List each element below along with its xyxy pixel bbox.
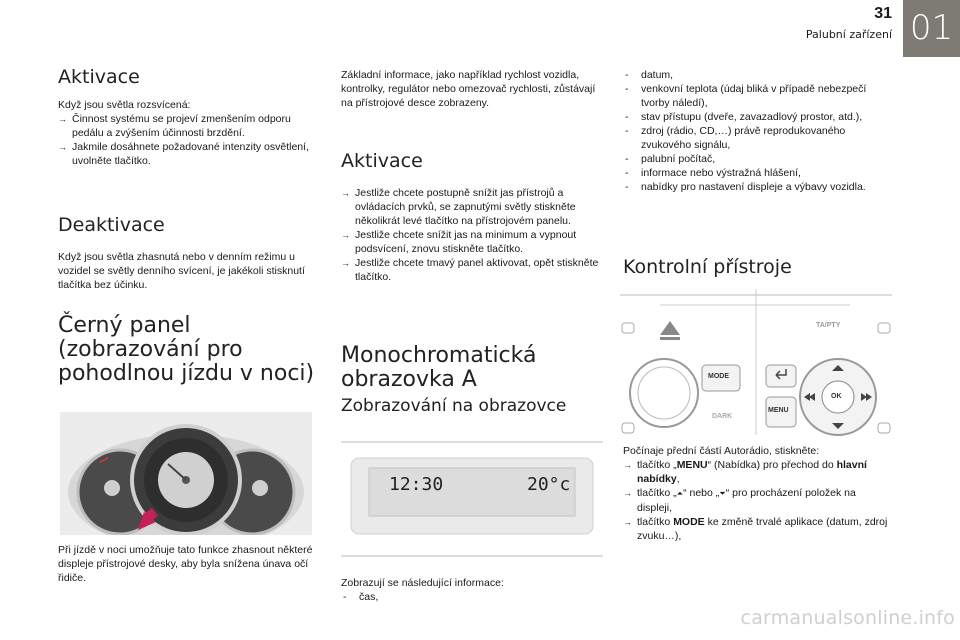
cluster-drawing [60,412,312,535]
list-item: - čas, [341,590,603,604]
list-item: - venkovní teplota (údaj bliká v případě nebezpečí tvorby náledí), [623,82,893,110]
mono-display-image [341,438,603,560]
list-item: → tlačítko „MENU“ (Nabídka) pro přechod do hlavní nabídky, [623,458,893,486]
black-panel-section [58,314,320,386]
display-time: 12:30 [389,474,444,495]
list-item: → tlačítko „⏶“ nebo „⏷“ pro procházení položek na displeji, [623,486,893,515]
mode-label: MODE [708,373,729,380]
column-2 [341,68,601,110]
black-panel-caption: Při jízdě v noci umožňuje tato funkce zhasnout některé displeje přístrojové desky, aby byla snížena únava očí řidiče. [58,544,313,584]
menu-label: MENU [768,407,789,414]
activation-bullets [58,112,313,168]
display-drawing [341,438,603,560]
deactivation-text: Když jsou světla zhasnutá nebo v denním režimu u vozidel se světly denního svícení, je jakékoli stisknutí tlačítka bez účinku. [58,251,305,291]
mono-info-list [341,590,603,604]
info-list [623,68,893,194]
controls-section [623,256,893,278]
list-item: → Jestliže chcete postupně snížit jas přístrojů a ovládacích prvků, se zapnutými světly stiskněte několikrát levé tlačítko na přístrojovém panelu. [341,186,601,228]
controls-title: Kontrolní přístroje [623,256,792,278]
list-item: → tlačítko MODE ke změně trvalé aplikace (datum, zdroj zvuku…), [623,515,893,543]
controls-bullets [623,458,893,543]
activation-intro: Když jsou světla rozsvícená: [58,99,191,111]
page-number: 31 [874,5,892,22]
list-item: - palubní počítač, [623,152,893,166]
ok-label: OK [831,393,842,400]
activation-title: Aktivace [58,66,140,88]
list-item: → Jakmile dosáhnete požadované intenzity osvětlení, uvolněte tlačítko. [58,140,313,168]
column-3 [623,68,893,194]
list-item: → Jestliže chcete tmavý panel aktivovat, opět stiskněte tlačítko. [341,256,601,284]
list-item: - zdroj (rádio, CD,…) právě reprodukovaného zvukového signálu, [623,124,893,152]
chapter-tab: 01 [903,0,960,57]
list-item: - stav přístupu (dveře, zavazadlový prostor, atd.), [623,110,893,124]
deactivation-section [58,214,313,292]
controls-text [623,444,893,543]
col2-intro: Základní informace, jako například rychlost vozidla, kontrolky, regulátor nebo omezovač rychlosti, zůstávají na přístrojové desce zobrazeny. [341,69,596,109]
column-1 [58,66,313,168]
controls-intro: Počínaje přední částí Autorádio, stiskněte: [623,445,820,457]
radio-panel-image [620,285,892,437]
activation-2-bullets [341,186,601,284]
radio-drawing [620,285,892,437]
activation-2-title: Aktivace [341,150,423,172]
instrument-cluster-image [60,412,312,535]
display-temperature: 20°c [527,474,571,495]
list-item: - nabídky pro nastavení displeje a výbavy vozidla. [623,180,893,194]
watermark: carmanualsonline.info [740,607,955,629]
mono-section [341,344,603,416]
deactivation-title: Deaktivace [58,214,165,236]
mono-subtitle: Zobrazování na obrazovce [341,396,567,416]
black-panel-title: Černý panel (zobrazování pro pohodlnou jízdu v noci) [58,313,315,386]
list-item: → Jestliže chcete snížit jas na minimum a vypnout podsvícení, znovu stiskněte tlačítko. [341,228,601,256]
ta-pty-label: TA/PTY [816,322,841,329]
section-title: Palubní zařízení [805,28,892,41]
mono-title: Monochromatická obrazovka A [341,343,537,392]
mono-info-intro: Zobrazují se následující informace: [341,577,504,589]
down-arrow-icon: ⏷ [719,489,726,498]
list-item: - informace nebo výstražná hlášení, [623,166,893,180]
activation-2-section [341,150,601,284]
dark-label: DARK [712,413,733,420]
up-arrow-icon: ⏶ [676,489,684,498]
list-item: - datum, [623,68,893,82]
list-item: → Činnost systému se projeví zmenšením odporu pedálu a zvýšením účinnosti brzdění. [58,112,313,140]
